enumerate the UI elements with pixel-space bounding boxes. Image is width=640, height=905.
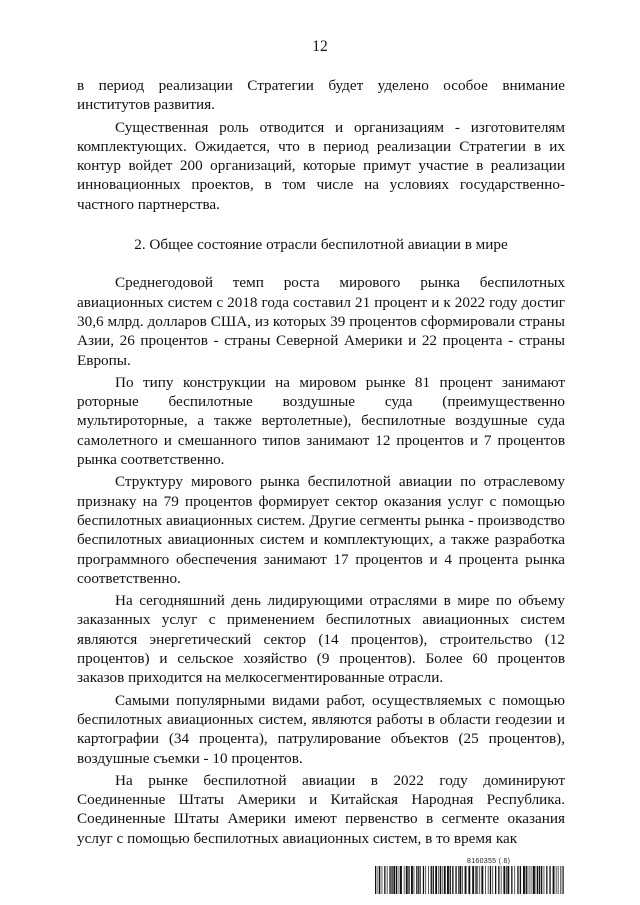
barcode-bar	[382, 866, 383, 894]
barcode-bar	[530, 866, 531, 894]
barcode-bar	[399, 866, 400, 894]
barcode-bar	[477, 866, 478, 894]
barcode-bar	[506, 866, 507, 894]
barcode-bar	[533, 866, 535, 894]
document-barcode	[375, 858, 565, 894]
barcode-bar	[475, 866, 476, 894]
barcode-bar	[425, 866, 426, 894]
barcode-bar	[517, 866, 518, 894]
barcode-bar	[391, 866, 392, 894]
barcode-bar	[414, 866, 415, 894]
barcode-bar	[501, 866, 502, 894]
section-heading: 2. Общее состояние отрасли беспилотной авиации в мире	[134, 236, 508, 254]
paragraph: На рынке беспилотной авиации в 2022 году доминируют Соединенные Штаты Америки и Китайская Народная Республика. Соединенные Штаты Америки имеют первенство в сегменте оказания услуг с помощью беспилотных авиационных систем, в то время как	[77, 771, 565, 847]
barcode-bar	[563, 866, 564, 894]
barcode-bar	[523, 866, 525, 894]
barcode-bar	[546, 866, 547, 894]
barcode-bar	[442, 866, 443, 894]
barcode-bar	[511, 866, 512, 894]
barcode-bar	[379, 866, 380, 894]
barcode-bar	[389, 866, 390, 894]
barcode-bar	[560, 866, 561, 894]
document-body	[77, 76, 565, 851]
barcode-bar	[465, 866, 467, 894]
barcode-bar	[532, 866, 533, 894]
barcode-bar	[490, 866, 491, 894]
barcode-bar	[433, 866, 434, 894]
barcode-bar	[536, 866, 537, 894]
barcode-bar	[462, 866, 463, 894]
barcode-bar	[520, 866, 521, 894]
barcode-bar	[404, 866, 405, 894]
barcode-bar	[541, 866, 542, 894]
barcode-bar	[528, 866, 529, 894]
barcode-bar	[423, 866, 424, 894]
paragraph-continuation: в период реализации Стратегии будет уделено особое внимание институтов развития.	[77, 77, 565, 114]
barcode-bar	[488, 866, 489, 894]
barcode-bar	[411, 866, 413, 894]
barcode-bar	[544, 866, 545, 894]
paragraph: Структуру мирового рынка беспилотной авиации по отраслевому признаку на 79 процентов формирует сектор оказания услуг с помощью беспилотных авиационных систем. Другие сегменты рынка - производство беспилотных авиационных систем и комплектующих, а также разработка программного обеспечения занимают 17 процентов и 4 процента рынка соответственно.	[77, 473, 565, 587]
barcode-bar	[537, 866, 538, 894]
barcode-bar	[472, 866, 474, 894]
paragraph: Среднегодовой темп роста мирового рынка беспилотных авиационных систем с 2018 года составил 21 процент и к 2022 году достиг 30,6 млрд. долларов США, из которых 39 процентов сформировали страны Азии, 26 процентов - страны Северной Америки и 22 процента - страны Европы.	[77, 274, 565, 369]
paragraph: По типу конструкции на мировом рынке 81 процент занимают роторные беспилотные воздушные суда (преимущественно мультироторные, а также вертолетные), беспилотные воздушные суда самолетного и смешанного типов занимают 12 процентов и 7 процентов рынка соответственно.	[77, 373, 565, 469]
barcode-bar	[428, 866, 429, 894]
barcode-bar	[387, 866, 388, 894]
barcode-bar	[450, 866, 451, 894]
barcode-bar	[485, 866, 486, 894]
barcode-bar	[384, 866, 385, 894]
barcode-bar	[418, 866, 419, 894]
paragraph: На сегодняшний день лидирующими отраслями в мире по объему заказанных услуг с применением беспилотных авиационных систем являются энергетический сектор (14 процентов), строительство (12 процентов) и сельское хозяйство (9 процентов). Более 60 процентов заказов приходится на мелкосегментированные отрасли.	[77, 592, 565, 687]
barcode-bar	[553, 866, 555, 894]
barcode-bar	[435, 866, 437, 894]
barcode-bar	[458, 866, 459, 894]
barcode-bar	[396, 866, 397, 894]
barcode-bar	[558, 866, 559, 894]
barcode-bar	[444, 866, 446, 894]
barcode-bar	[507, 866, 509, 894]
barcode-icon	[375, 866, 565, 894]
barcode-bar	[481, 866, 483, 894]
barcode-bar	[420, 866, 421, 894]
barcode-bar	[498, 866, 499, 894]
barcode-bar	[400, 866, 402, 894]
barcode-bar	[406, 866, 408, 894]
page-number: 12	[312, 38, 328, 55]
barcode-bar	[539, 866, 540, 894]
barcode-bar	[438, 866, 439, 894]
barcode-bar	[447, 866, 449, 894]
barcode-bar	[479, 866, 480, 894]
paragraph: Существенная роль отводится и организациям - изготовителям комплектующих. Ожидается, что в период реализации Стратегии в их контур войдет 200 организаций, которые примут участие в реализации инновационных проектов, в том числе на условиях государственно-частного партнерства.	[77, 118, 565, 213]
barcode-bar	[468, 866, 470, 894]
barcode-bar	[495, 866, 496, 894]
barcode-bar	[503, 866, 505, 894]
barcode-bar	[416, 866, 417, 894]
barcode-bar	[549, 866, 550, 894]
barcode-number: 8160355 (.6)	[467, 858, 511, 865]
barcode-bar	[408, 866, 409, 894]
paragraph: Самыми популярными видами работ, осуществляемых с помощью беспилотных авиационных систем, являются работы в области геодезии и картографии (34 процента), патрулирование объектов (25 процентов), воздушные съемки - 10 процентов.	[77, 691, 565, 767]
barcode-bar	[492, 866, 493, 894]
barcode-bar	[431, 866, 432, 894]
barcode-bar	[378, 866, 379, 894]
barcode-bar	[375, 866, 376, 894]
barcode-bar	[556, 866, 557, 894]
barcode-bar	[526, 866, 527, 894]
barcode-bar	[514, 866, 515, 894]
barcode-bar	[518, 866, 519, 894]
barcode-bar	[562, 866, 563, 894]
barcode-bar	[440, 866, 441, 894]
barcode-bar	[393, 866, 395, 894]
barcode-bar	[459, 866, 461, 894]
barcode-bar	[455, 866, 456, 894]
barcode-bar	[452, 866, 453, 894]
